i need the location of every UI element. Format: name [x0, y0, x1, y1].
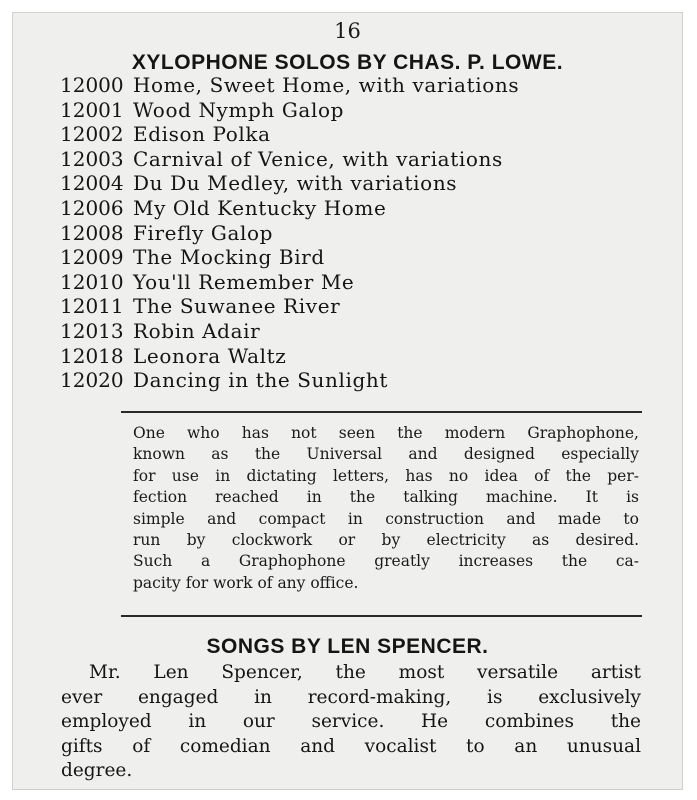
record-number: 12001: [60, 97, 124, 122]
note-line: fection reached in the talking machine. It is: [133, 488, 639, 507]
paragraph-line: gifts of comedian and vocalist to an unusual: [61, 735, 641, 757]
solo-title: Home, Sweet Home, with variations: [133, 73, 520, 97]
divider-rule: [121, 411, 642, 413]
solo-title: Edison Polka: [133, 122, 271, 147]
page-number: 16: [334, 19, 361, 43]
catalog-page: [12, 12, 683, 790]
note-line: pacity for work of any office.: [133, 573, 359, 592]
graphophone-note: [133, 423, 639, 594]
solo-item: [60, 171, 519, 196]
paragraph-line: ever engaged in record-making, is exclusively: [61, 686, 641, 708]
solo-item: [60, 147, 519, 172]
record-number: 12006: [60, 195, 124, 220]
paragraph-line: degree.: [61, 760, 133, 781]
solo-item: [60, 221, 519, 246]
note-line: known as the Universal and designed especially: [133, 445, 639, 464]
solo-item: [60, 270, 519, 295]
solo-title: Firefly Galop: [133, 220, 274, 245]
solo-title: Carnival of Venice, with variations: [133, 146, 503, 171]
record-number: 12008: [60, 220, 124, 245]
solo-title: The Mocking Bird: [133, 245, 325, 270]
record-number: 12013: [60, 318, 124, 343]
divider-rule: [121, 615, 642, 617]
solo-item: [60, 196, 519, 221]
note-line: for use in dictating letters, has no idea of the per-: [133, 466, 639, 485]
solo-item: [60, 98, 519, 123]
paragraph-line: Mr. Len Spencer, the most versatile artist: [89, 662, 641, 683]
solo-title: Leonora Waltz: [133, 343, 287, 368]
solo-title: You'll Remember Me: [133, 269, 355, 294]
solo-title: My Old Kentucky Home: [133, 195, 387, 220]
len-spencer-heading: SONGS BY LEN SPENCER.: [206, 635, 489, 658]
solo-title: Du Du Medley, with variations: [133, 171, 458, 196]
solo-item: [60, 319, 519, 344]
record-number: 12004: [60, 171, 124, 196]
solo-item: [60, 344, 519, 369]
paragraph-line: employed in our service. He combines the: [61, 711, 641, 732]
record-number: 12010: [60, 269, 124, 294]
record-number: 12018: [60, 343, 124, 368]
record-number: 12002: [60, 122, 124, 147]
solo-item: [60, 73, 519, 98]
solo-item: [60, 245, 519, 270]
record-number: 12009: [60, 245, 124, 270]
solo-title: The Suwanee River: [133, 294, 341, 319]
len-spencer-paragraph: [61, 661, 641, 784]
note-line: simple and compact in construction and made to: [133, 509, 639, 528]
note-line: run by clockwork or by electricity as desired.: [133, 531, 639, 550]
xylophone-solo-list: [60, 73, 519, 393]
solo-item: [60, 294, 519, 319]
solo-item: [60, 122, 519, 147]
xylophone-solos-heading: XYLOPHONE SOLOS BY CHAS. P. LOWE.: [131, 51, 564, 74]
solo-title: Dancing in the Sunlight: [133, 368, 389, 393]
solo-title: Wood Nymph Galop: [133, 97, 344, 122]
solo-title: Robin Adair: [133, 318, 261, 343]
record-number: 12011: [60, 294, 124, 319]
solo-item: [60, 368, 519, 393]
record-number: 12000: [60, 73, 124, 97]
record-number: 12020: [60, 368, 124, 393]
note-line: One who has not seen the modern Graphophone,: [133, 424, 639, 442]
record-number: 12003: [60, 146, 124, 171]
note-line: Such a Graphophone greatly increases the ca-: [133, 552, 639, 571]
